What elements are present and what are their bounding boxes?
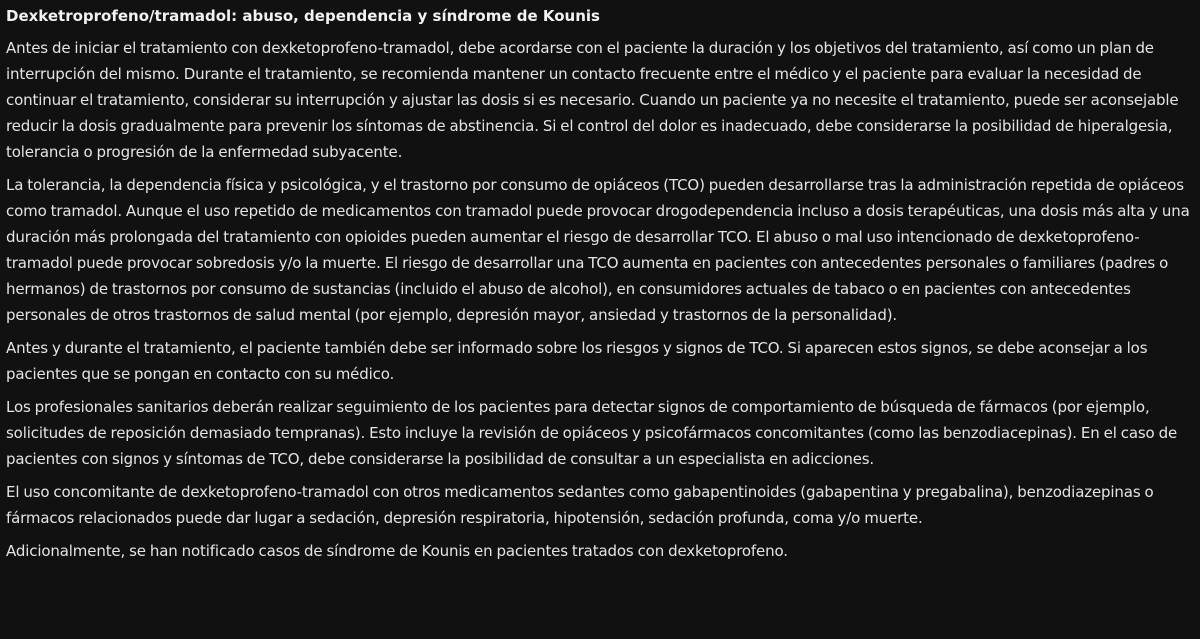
paragraph-monitoring: Los profesionales sanitarios deberán realizar seguimiento de los pacientes para detectar signos de comportamiento de búsqueda de fármacos (por ejemplo, solicitudes de reposición demasiado tempranas). Esto incluye la revisión de opiáceos y psicofármacos concomitantes (como las benzodiacepinas). En el caso de pacientes con signos y síntomas de TCO, debe considerarse la posibilidad de consultar a un especialista en adicciones.	[6, 398, 1178, 468]
paragraph-kounis-syndrome: Adicionalmente, se han notificado casos de síndrome de Kounis en pacientes tratados con dexketoprofeno.	[6, 542, 788, 560]
paragraph-concomitant-use: El uso concomitante de dexketoprofeno-tramadol con otros medicamentos sedantes como gabapentinoides (gabapentina y pregabalina), benzodiazepinas o fármacos relacionados puede dar lugar a sedación, depresión respiratoria, hipotensión, sedación profunda, coma y/o muerte.	[6, 483, 1154, 527]
paragraph-patient-information: Antes y durante el tratamiento, el paciente también debe ser informado sobre los riesgos y signos de TCO. Si aparecen estos signos, se debe aconsejar a los pacientes que se pongan en contacto con su médico.	[6, 339, 1148, 383]
document-title: Dexketroprofeno/tramadol: abuso, dependencia y síndrome de Kounis	[6, 7, 600, 25]
paragraph-treatment-plan: Antes de iniciar el tratamiento con dexketoprofeno-tramadol, debe acordarse con el paciente la duración y los objetivos del tratamiento, así como un plan de interrupción del mismo. Durante el tratamiento, se recomienda mantener un contacto frecuente entre el médico y el paciente para evaluar la necesidad de continuar el tratamiento, considerar su interrupción y ajustar las dosis si es necesario. Cuando un paciente ya no necesite el tratamiento, puede ser aconsejable reducir la dosis gradualmente para prevenir los síntomas de abstinencia. Si el control del dolor es inadecuado, debe considerarse la posibilidad de hiperalgesia, tolerancia o progresión de la enfermedad subyacente.	[6, 39, 1179, 161]
paragraph-tolerance-dependence: La tolerancia, la dependencia física y psicológica, y el trastorno por consumo de opiáceos (TCO) pueden desarrollarse tras la administración repetida de opiáceos como tramadol. Aunque el uso repetido de medicamentos con tramadol puede provocar drogodependencia incluso a dosis terapéuticas, una dosis más alta y una duración más prolongada del tratamiento con opioides pueden aumentar el riesgo de desarrollar TCO. El abuso o mal uso intencionado de dexketoprofeno-tramadol puede provocar sobredosis y/o la muerte. El riesgo de desarrollar una TCO aumenta en pacientes con antecedentes personales o familiares (padres o hermanos) de trastornos por consumo de sustancias (incluido el abuso de alcohol), en consumidores actuales de tabaco o en pacientes con antecedentes personales de otros trastornos de salud mental (por ejemplo, depresión mayor, ansiedad y trastornos de la personalidad).	[6, 176, 1190, 324]
